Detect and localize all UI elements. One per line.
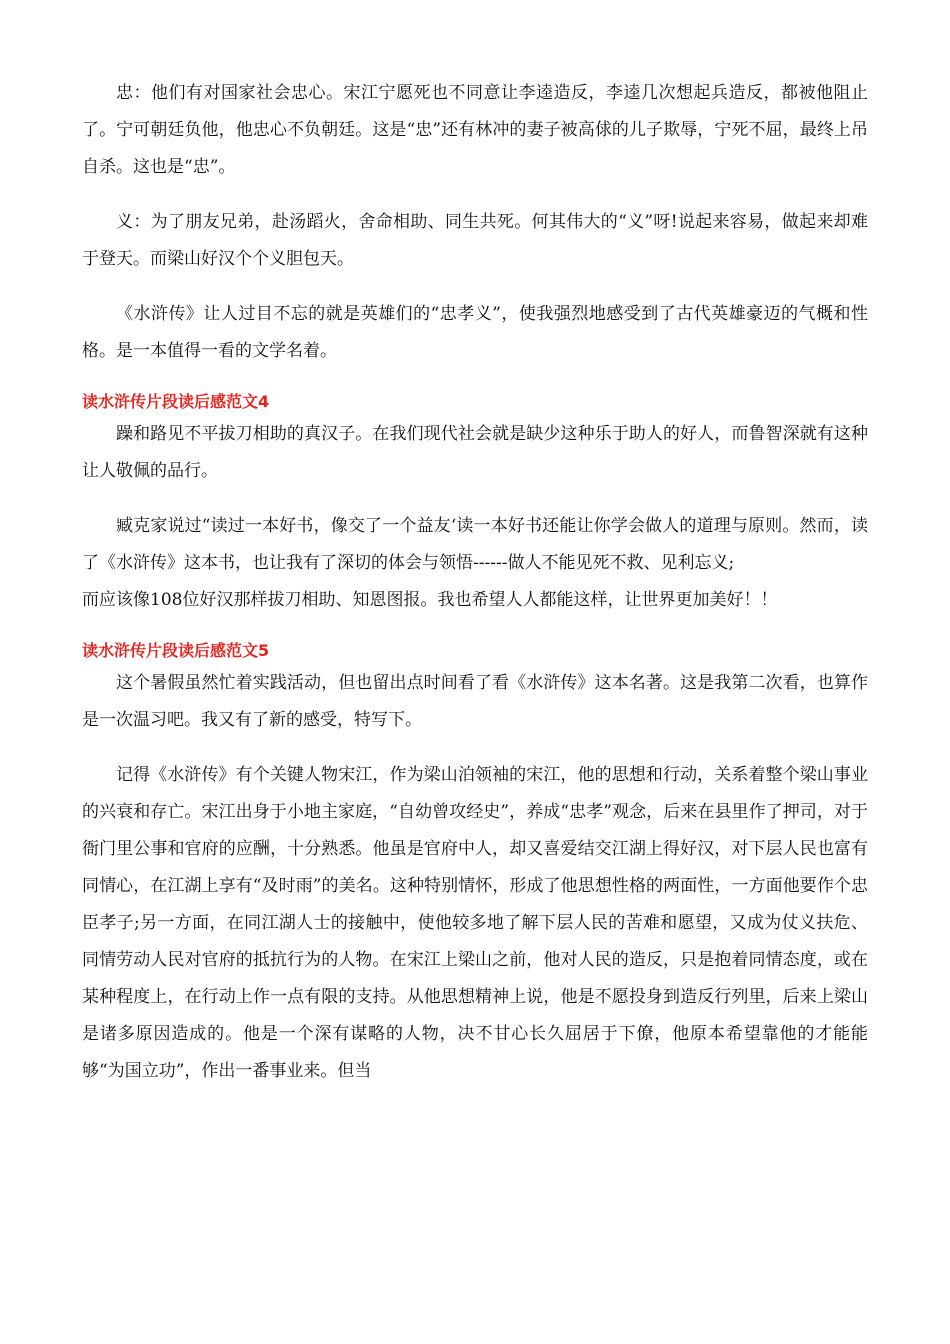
- section-heading-4: 读水浒传片段读后感范文4: [82, 392, 270, 411]
- section-heading-5: 读水浒传片段读后感范文5: [82, 641, 270, 660]
- paragraph-loyalty: 忠：他们有对国家社会忠心。宋江宁愿死也不同意让李逵造反，李逵几次想起兵造反，都被他阻止了。宁可朝廷负他，他忠心不负朝廷。这是“忠”还有林冲的妻子被高俅的儿子欺辱，宁死不屈，最终上吊自杀。这也是“忠”。: [82, 83, 868, 177]
- paragraph-lu-zhishen: 躁和路见不平拔刀相助的真汉子。在我们现代社会就是缺少这种乐于助人的好人，而鲁智深就有这种让人敬佩的品行。: [82, 424, 868, 481]
- paragraph-summer: 这个暑假虽然忙着实践活动，但也留出点时间看了看《水浒传》这本名著。这是我第二次看，也算作是一次温习吧。我又有了新的感受，特写下。: [82, 673, 868, 730]
- paragraph-song-jiang: 记得《水浒传》有个关键人物宋江，作为梁山泊领袖的宋江，他的思想和行动，关系着整个梁山事业的兴衰和存亡。宋江出身于小地主家庭，“自幼曾攻经史”，养成“忠孝”观念，后来在县里作了押司，对于衙门里公事和官府的应酬，十分熟悉。他虽是官府中人，却又喜爱结交江湖上得好汉，对下层人民也富有同情心，在江湖上享有“及时雨”的美名。这种特别情怀，形成了他思想性格的两面性，一方面他要作个忠臣孝子;另一方面，在同江湖人士的接触中，使他较多地了解下层人民的苦难和愿望，又成为仗义扶危、同情劳动人民对官府的抵抗行为的人物。在宋江上梁山之前，他对人民的造反，只是抱着同情态度，或在某种程度上，在行动上作一点有限的支持。从他思想精神上说，他是不愿投身到造反行列里，后来上梁山是诸多原因造成的。他是一个深有谋略的人物，决不甘心长久屈居于下僚，他原本希望靠他的才能能够“为国立功”，作出一番事业来。但当: [82, 765, 868, 1081]
- paragraph-good-book: 臧克家说过“读过一本好书，像交了一个益友‘读一本好书还能让你学会做人的道理与原则。然而，读了《水浒传》这本书，也让我有了深切的体会与领悟------做人不能见死不救、见利忘义;: [82, 516, 868, 573]
- paragraph-summary: 《水浒传》让人过目不忘的就是英雄们的“忠孝义”，使我强烈地感受到了古代英雄豪迈的气概和性格。是一本值得一看的文学名着。: [82, 304, 868, 361]
- paragraph-heroes: 而应该像108位好汉那样拔刀相助、知恩图报。我也希望人人都能这样，让世界更加美好！！: [82, 590, 778, 610]
- paragraph-righteousness: 义：为了朋友兄弟，赴汤蹈火，舍命相助、同生共死。何其伟大的“义”呀!说起来容易，做起来却难于登天。而梁山好汉个个义胆包天。: [82, 212, 868, 269]
- document-page: [82, 75, 868, 1108]
